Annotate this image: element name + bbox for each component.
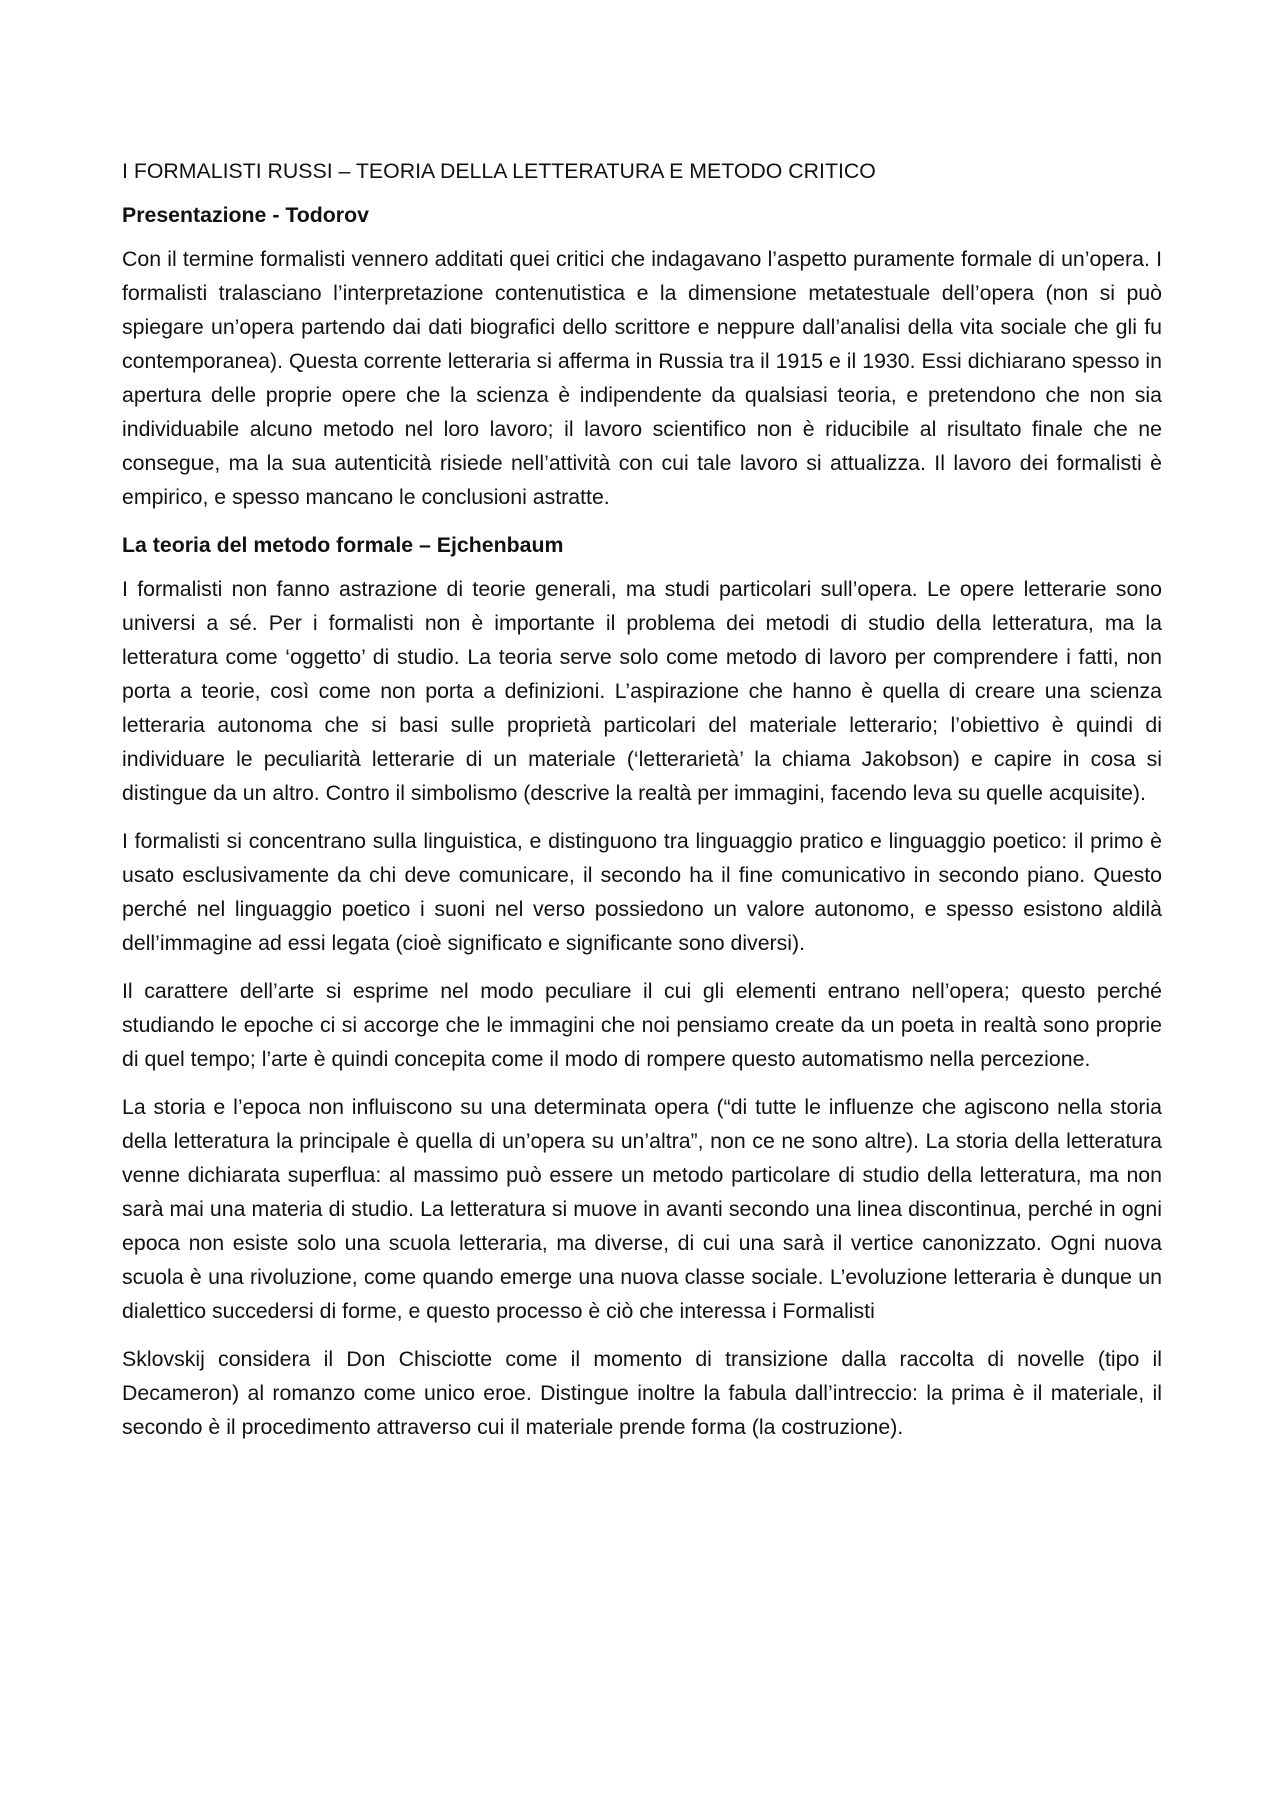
paragraph: Con il termine formalisti vennero additati quei critici che indagavano l’aspetto puramente formale di un’opera. I formalisti tralasciano l’interpretazione contenutistica e la dimensione metatestuale dell’opera (non si può spiegare un’opera partendo dai dati biografici dello scrittore e neppure dall’analisi della vita sociale che gli fu contemporanea). Questa corrente letteraria si afferma in Russia tra il 1915 e il 1930. Essi dichiarano spesso in apertura delle proprie opere che la scienza è indipendente da qualsiasi teoria, e pretendono che non sia individuabile alcuno metodo nel loro lavoro; il lavoro scientifico non è riducibile al risultato finale che ne consegue, ma la sua autenticità risiede nell’attività con cui tale lavoro si attualizza. Il lavoro dei formalisti è empirico, e spesso mancano le conclusioni astratte. <box>122 247 1162 509</box>
paragraph: La storia e l’epoca non influiscono su una determinata opera (“di tutte le influenze che agiscono nella storia della letteratura la principale è quella di un’opera su un’altra”, non ce ne sono altre). La storia della letteratura venne dichiarata superflua: al massimo può essere un metodo particolare di studio della letteratura, ma non sarà mai una materia di studio. La letteratura si muove in avanti secondo una linea discontinua, perché in ogni epoca non esiste solo una scuola letteraria, ma diverse, di cui una sarà il vertice canonizzato. Ogni nuova scuola è una rivoluzione, come quando emerge una nuova classe sociale. L’evoluzione letteraria è dunque un dialettico succedersi di forme, e questo processo è ciò che interessa i Formalisti <box>122 1095 1162 1323</box>
paragraph: I formalisti si concentrano sulla linguistica, e distinguono tra linguaggio pratico e linguaggio poetico: il primo è usato esclusivamente da chi deve comunicare, il secondo ha il fine comunicativo in secondo piano. Questo perché nel linguaggio poetico i suoni nel verso possiedono un valore autonomo, e spesso esistono aldilà dell’immagine ad essi legata (cioè significato e significante sono diversi). <box>122 829 1162 955</box>
section-presentazione <box>122 198 1162 514</box>
paragraph: Il carattere dell’arte si esprime nel modo peculiare il cui gli elementi entrano nell’opera; questo perché studiando le epoche ci si accorge che le immagini che noi pensiamo create da un poeta in realtà sono proprie di quel tempo; l’arte è quindi concepita come il modo di rompere questo automatismo nella percezione. <box>122 979 1162 1071</box>
section-heading: La teoria del metodo formale – Ejchenbaum <box>122 533 564 557</box>
section-teoria-metodo-formale <box>122 528 1162 1444</box>
document-title: I FORMALISTI RUSSI – TEORIA DELLA LETTERATURA E METODO CRITICO <box>122 159 876 183</box>
section-heading: Presentazione - Todorov <box>122 203 369 227</box>
document-page <box>122 154 1162 1458</box>
paragraph: Sklovskij considera il Don Chisciotte come il momento di transizione dalla raccolta di novelle (tipo il Decameron) al romanzo come unico eroe. Distingue inoltre la fabula dall’intreccio: la prima è il materiale, il secondo è il procedimento attraverso cui il materiale prende forma (la costruzione). <box>122 1347 1162 1439</box>
paragraph: I formalisti non fanno astrazione di teorie generali, ma studi particolari sull’opera. Le opere letterarie sono universi a sé. Per i formalisti non è importante il problema dei metodi di studio della letteratura, ma la letteratura come ‘oggetto’ di studio. La teoria serve solo come metodo di lavoro per comprendere i fatti, non porta a teorie, così come non porta a definizioni. L’aspirazione che hanno è quella di creare una scienza letteraria autonoma che si basi sulle proprietà particolari del materiale letterario; l’obiettivo è quindi di individuare le peculiarità letterarie di un materiale (‘letterarietà’ la chiama Jakobson) e capire in cosa si distingue da un altro. Contro il simbolismo (descrive la realtà per immagini, facendo leva su quelle acquisite). <box>122 577 1162 805</box>
